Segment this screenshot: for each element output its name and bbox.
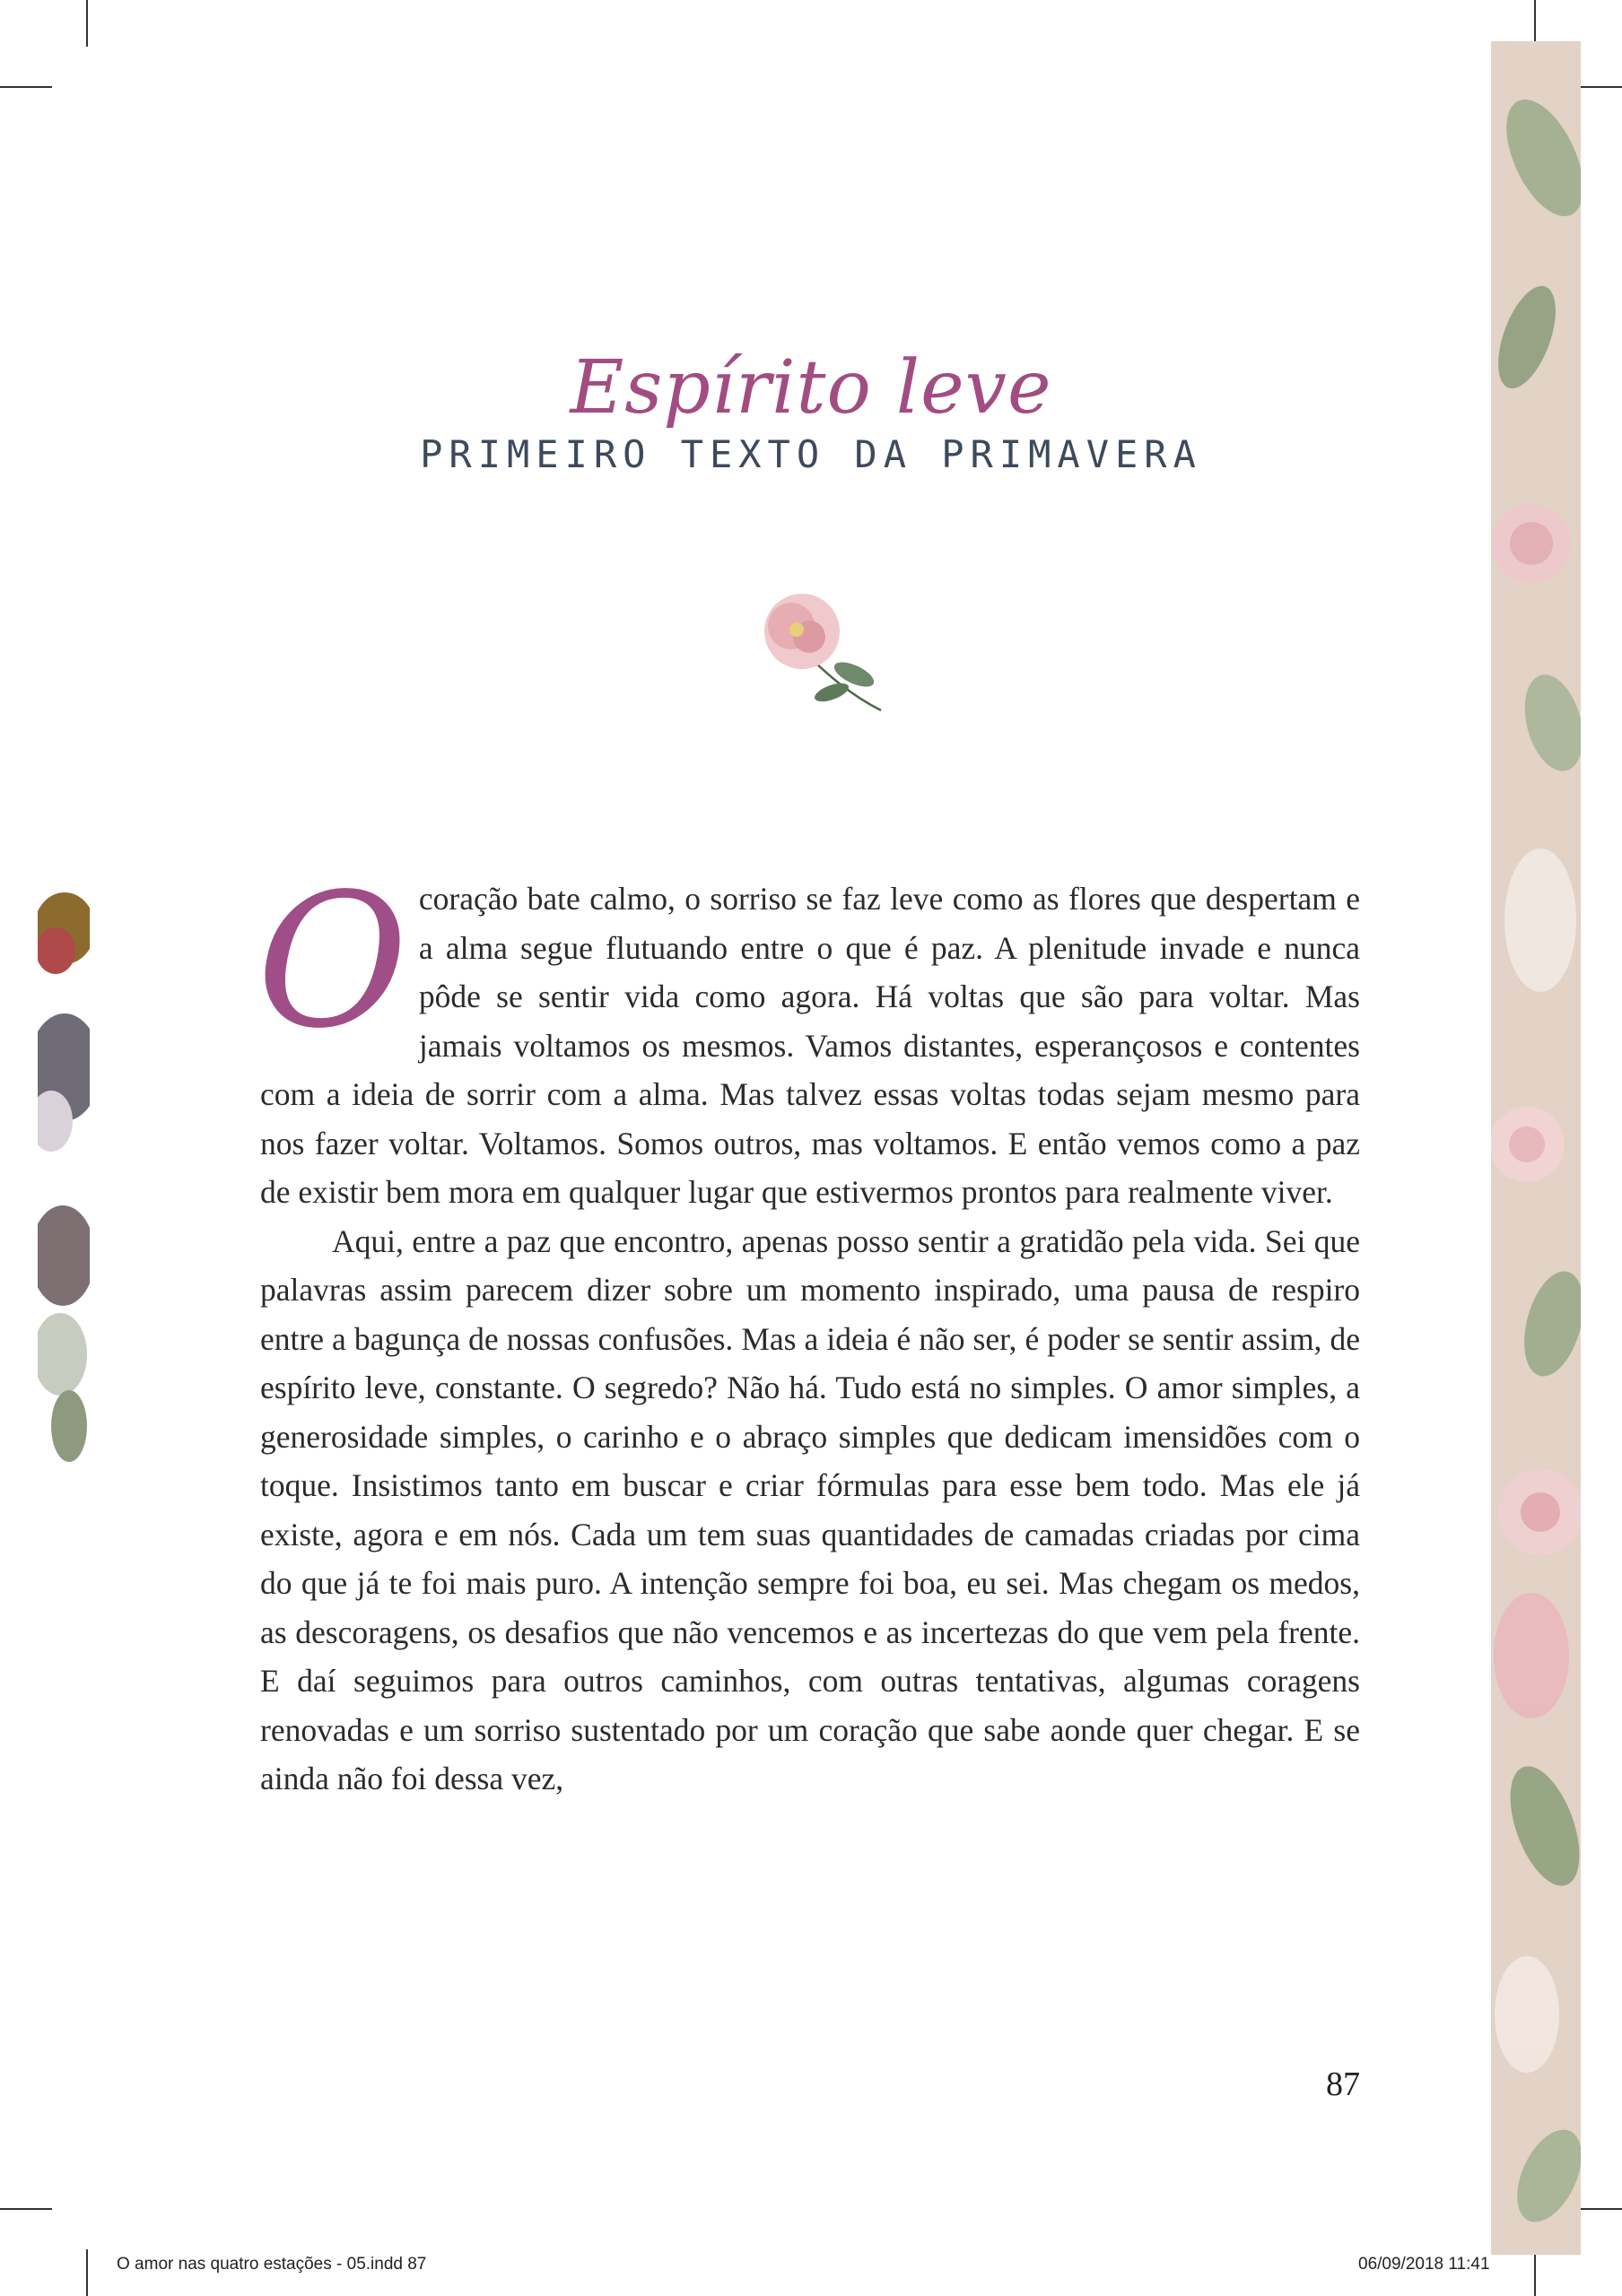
body-text — [257, 854, 1360, 1804]
rose-ornament — [746, 585, 890, 719]
crop-mark — [1534, 0, 1536, 47]
page-number: 87 — [1326, 2066, 1360, 2103]
crop-mark — [1534, 2249, 1536, 2296]
paragraph-text: coração bate calmo, o sorriso se faz leve como as flores que despertam e a alma segue flutuando entre o que é paz. A plenitude invade e nunca pôde se sentir vida como agora. Há voltas que são para voltar. Mas jamais voltamos os mesmos. Vamos distantes, esperançosos e contentes com a ideia de sorrir com a alma. Mas talvez essas voltas todas sejam mesmo para nos fazer voltar. Voltamos. Somos outros, mas voltamos. E então vemos como a paz de existir bem mora em qualquer lugar que estivermos prontos para realmente viver. — [260, 881, 1360, 1210]
crop-mark — [0, 86, 52, 88]
left-floral-edge — [38, 888, 90, 1471]
chapter-subtitle: PRIMEIRO TEXTO DA PRIMAVERA — [420, 432, 1202, 476]
crop-mark — [0, 2208, 52, 2210]
drop-cap: O — [257, 854, 408, 1069]
paragraph: Aqui, entre a paz que encontro, apenas posso sentir a gratidão pela vida. Sei que palavras assim parecem dizer sobre um momento inspirado, uma pausa de respiro entre a bagunça de nossas confusões. Mas a ideia é não ser, é poder se sentir assim, de espírito leve, constante. O segredo? Não há. Tudo está no simples. O amor simples, a generosidade simples, o carinho e o abraço simples que dedicam imensidões com o toque. Insistimos tanto em buscar e criar fórmulas para esse bem todo. Mas ele já existe, agora e em nós. Cada um tem suas quantidades de camadas criadas por cima do que já te foi mais puro. A intenção sempre foi boa, eu sei. Mas chegam os medos, as descoragens, os desafios que não vencemos e as incertezas do que vem pela frente. E daí seguimos para outros caminhos, com outras tentativas, algumas coragens renovadas e um sorriso sustentado por um coração que sabe aonde quer chegar. E se ainda não foi dessa vez, — [260, 1222, 1360, 1796]
slug-datetime: 06/09/2018 11:41 — [1358, 2255, 1490, 2274]
paragraph — [257, 854, 1360, 1217]
crop-mark — [86, 0, 88, 47]
slug-file-info: O amor nas quatro estações - 05.indd 87 — [117, 2255, 427, 2274]
chapter-title: Espírito leve — [570, 344, 1052, 430]
crop-mark — [86, 2249, 88, 2296]
